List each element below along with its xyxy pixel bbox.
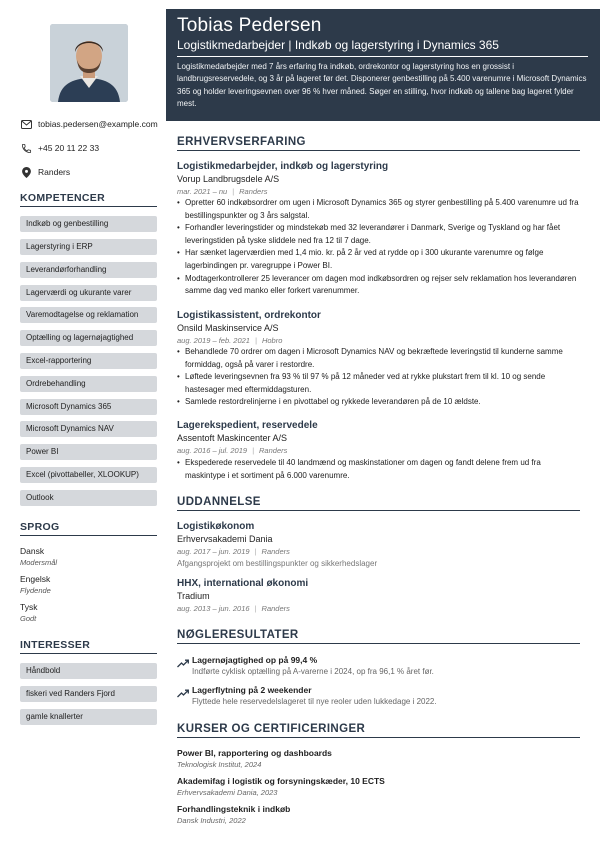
job-location: Randers <box>239 187 268 196</box>
interest-chip: gamle knallerter <box>20 709 157 725</box>
education-meta: aug. 2013 – jun. 2016 | Randers <box>177 604 290 613</box>
result-title: Lagernøjagtighed op på 99,4 % <box>192 655 318 665</box>
language-name: Dansk <box>20 546 45 556</box>
job-title: Logistikmedarbejder, indkøb og lagerstyring <box>177 161 389 172</box>
location-text: Randers <box>38 167 71 177</box>
skill-chip: Lagerværdi og ukurante varer <box>20 285 157 301</box>
education-title: HHX, international økonomi <box>177 578 309 589</box>
skill-chip: Outlook <box>20 490 157 506</box>
candidate-name: Tobias Pedersen <box>177 15 322 36</box>
course-meta: Teknologisk Institut, 2024 <box>177 760 262 769</box>
skill-chip: Lagerstyring i ERP <box>20 239 157 255</box>
education-school: Erhvervsakademi Dania <box>177 534 273 544</box>
interest-chip: fiskeri ved Randers Fjord <box>20 686 157 702</box>
bullet-item: • Har sænket lagerværdien med 1,4 mio. kr. på 2 år ved at rydde op i 300 ukurante varenumre og følge lagerbindingen pr. varegruppe i Power BI. <box>177 247 580 272</box>
skill-chip: Leverandørforhandling <box>20 262 157 278</box>
education-note: Afgangsprojekt om bestillingspunkter og sikkerhedslager <box>177 559 378 568</box>
education-location: Randers <box>261 604 290 613</box>
resume-header <box>166 9 600 121</box>
job-bullets <box>177 346 580 409</box>
skill-chip: Optælling og lagernøjagtighed <box>20 330 157 346</box>
sidebar <box>0 0 166 849</box>
interest-chip: Håndbold <box>20 663 157 679</box>
skill-chip: Excel-rapportering <box>20 353 157 369</box>
job-location: Hobro <box>261 336 283 345</box>
bullet-item: • Behandlede 70 ordrer om dagen i Microsoft Dynamics NAV og bekræftede leveringstid til kunderne samme formiddag, også på varer i restordre. <box>177 346 580 371</box>
phone-icon <box>20 142 32 154</box>
interests-heading: INTERESSER <box>20 639 157 654</box>
location-pin-icon <box>20 166 32 178</box>
contact-phone[interactable] <box>20 142 170 154</box>
bullet-item: • Modtagerkontrollerer 25 leverancer om dagen mod indkøbsordren og rejser selv reklamation hos leverandøren samme dag ved manko eller forkert varenummer. <box>177 273 580 298</box>
course-title: Power BI, rapportering og dashboards <box>177 748 332 758</box>
experience-heading: ERHVERVSERFARING <box>177 136 580 151</box>
job-company: Assentoft Maskincenter A/S <box>177 433 288 443</box>
trend-up-icon <box>177 655 191 665</box>
phone-text: +45 20 11 22 33 <box>38 143 100 153</box>
language-level: Flydende <box>20 586 51 595</box>
education-heading: UDDANNELSE <box>177 496 580 511</box>
course-title: Akademifag i logistik og forsyningskæder, 10 ECTS <box>177 776 385 786</box>
skill-chip: Power BI <box>20 444 157 460</box>
job-title: Lagerekspedient, reservedele <box>177 420 318 431</box>
education-location: Randers <box>261 547 290 556</box>
result-title: Lagerflytning på 2 weekender <box>192 685 312 695</box>
job-bullets <box>177 197 580 298</box>
skill-chip: Varemodtagelse og reklamation <box>20 307 157 323</box>
skill-chip: Microsoft Dynamics 365 <box>20 399 157 415</box>
job-period: mar. 2021 – nu <box>177 187 228 196</box>
job-location: Randers <box>259 446 288 455</box>
bullet-item: • Løftede leveringsevnen fra 93 % til 97 % på 12 måneder ved at rykke plukstart frem til kl. 10 og sende hastesager med eftermiddagsturen. <box>177 371 580 396</box>
bullet-item: • Forhandler leveringstider og mindstekøb med 32 leverandører i Danmark, Sverige og Tyskland og har fået leveringstiden på tyske sliddele ned fra 12 til 7 dage. <box>177 222 580 247</box>
job-period: aug. 2016 – jul. 2019 <box>177 446 248 455</box>
job-meta: mar. 2021 – nu | Randers <box>177 187 268 196</box>
language-name: Tysk <box>20 602 38 612</box>
result-item <box>177 684 580 708</box>
profile-photo <box>50 24 128 102</box>
contact-location <box>20 166 170 178</box>
result-description: Indførte cyklisk optælling på A-varerne i 2024, op fra 96,1 % året før. <box>192 667 434 676</box>
result-item <box>177 654 580 678</box>
portrait-image <box>50 24 128 102</box>
job-meta: aug. 2016 – jul. 2019 | Randers <box>177 446 288 455</box>
job-bullets <box>177 457 580 482</box>
education-meta: aug. 2017 – jun. 2019 | Randers <box>177 547 290 556</box>
course-meta: Dansk Industri, 2022 <box>177 816 246 825</box>
mail-icon <box>20 118 32 130</box>
job-meta: aug. 2019 – feb. 2021 | Hobro <box>177 336 283 345</box>
course-title: Forhandlingsteknik i indkøb <box>177 804 291 814</box>
education-title: Logistikøkonom <box>177 521 255 532</box>
job-company: Onsild Maskinservice A/S <box>177 323 279 333</box>
job-period: aug. 2019 – feb. 2021 <box>177 336 250 345</box>
candidate-title: Logistikmedarbejder | Indkøb og lagerstyring i Dynamics 365 <box>177 37 588 57</box>
education-period: aug. 2017 – jun. 2019 <box>177 547 250 556</box>
education-school: Tradium <box>177 591 210 601</box>
courses-heading: KURSER OG CERTIFICERINGER <box>177 723 580 738</box>
education-period: aug. 2013 – jun. 2016 <box>177 604 250 613</box>
contact-email[interactable] <box>20 118 170 130</box>
language-level: Godt <box>20 614 37 623</box>
profile-summary: Logistikmedarbejder med 7 års erfaring fra indkøb, ordrekontor og lagerstyring hos en grossist i landbrugsreservedele, og 3 år på lageret før det. Disponerer genbestilling på 5.400 varenumre i Microsoft Dynamics 365 og holder leveringsevnen over 96 % hver måned. Søger en stilling, hvor indkøb og tallene bag lageret fylder mest. <box>177 62 587 108</box>
language-level: Modersmål <box>20 558 58 567</box>
course-meta: Erhvervsakademi Dania, 2023 <box>177 788 278 797</box>
skill-chip: Excel (pivottabeller, XLOOKUP) <box>20 467 157 483</box>
results-heading: NØGLERESULTATER <box>177 629 580 644</box>
skill-chip: Microsoft Dynamics NAV <box>20 421 157 437</box>
bullet-item: • Ekspederede reservedele til 40 landmænd og maskinstationer om dagen og fandt delene frem ud fra maskintype i et sortiment på 6.000 varenumre. <box>177 457 580 482</box>
skills-heading: KOMPETENCER <box>20 192 157 207</box>
skill-chip: Indkøb og genbestilling <box>20 216 157 232</box>
language-name: Engelsk <box>20 574 51 584</box>
email-text: tobias.pedersen@example.com <box>38 119 158 129</box>
job-company: Vorup Landbrugsdele A/S <box>177 174 280 184</box>
trend-up-icon <box>177 685 191 695</box>
bullet-item: • Opretter 60 indkøbsordrer om ugen i Microsoft Dynamics 365 og styrer genbestilling på 5.400 varenumre ud fra bestillingspunkter og 3 års salgstal. <box>177 197 580 222</box>
result-description: Flyttede hele reservedelslageret til nye reoler uden lukkedage i 2022. <box>192 697 437 706</box>
skill-chip: Ordrebehandling <box>20 376 157 392</box>
bullet-item: • Samlede restordrelinjerne i en pivottabel og rykkede leverandøren på de 10 ældste. <box>177 396 580 409</box>
languages-heading: SPROG <box>20 521 157 536</box>
job-title: Logistikassistent, ordrekontor <box>177 310 321 321</box>
